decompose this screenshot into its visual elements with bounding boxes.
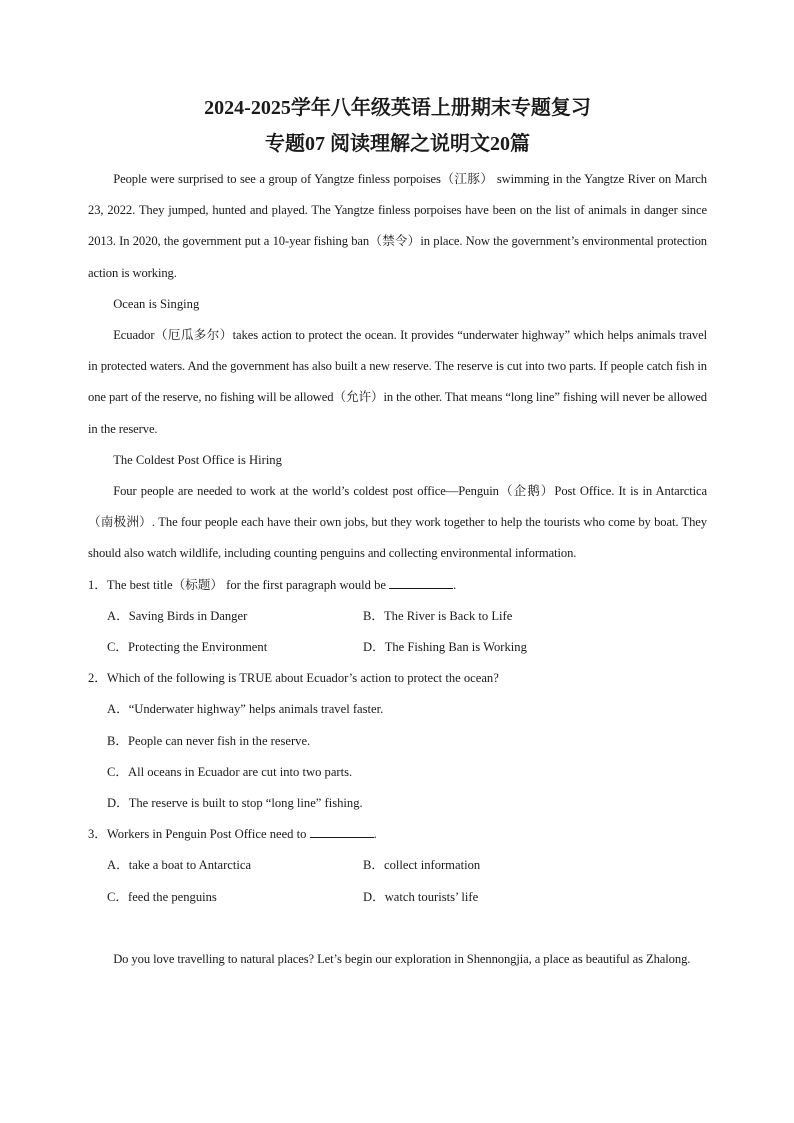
passage1-heading-ocean: Ocean is Singing <box>113 296 200 311</box>
section-spacer <box>88 913 707 944</box>
q2-option-b: B．People can never fish in the reserve. <box>107 733 311 748</box>
question-3-stem: 3．Workers in Penguin Post Office need to <box>88 827 307 842</box>
question-2-options <box>88 694 707 819</box>
question-1-stem: 1．The best title（标题） for the first paragraph would be <box>88 577 386 592</box>
question-3-options <box>88 850 707 912</box>
question-1 <box>88 570 707 601</box>
q1-option-c: C．Protecting the Environment <box>107 640 268 655</box>
answer-blank-1 <box>389 575 453 589</box>
passage1-paragraph3: Four people are needed to work at the world’s coldest post office—Penguin（企鹅）Post Office. It is in Antarctica（南极洲）. The four people each have their own jobs, but they work together to help the tourists who come by boat. They should also watch wildlife, including counting penguins and collecting environmental information. <box>88 484 707 561</box>
q2-option-a: A．“Underwater highway” helps animals travel faster. <box>107 702 384 717</box>
answer-blank-3 <box>310 824 374 838</box>
passage1-heading-post-office: The Coldest Post Office is Hiring <box>113 452 282 467</box>
passage1-paragraph1: People were surprised to see a group of Yangtze finless porpoises（江豚） swimming in the Yangtze River on March 23, 2022. They jumped, hunted and played. The Yangtze finless porpoises have been on the list of animals in danger since 2013. In 2020, the government put a 10-year fishing ban（禁令）in place. Now the government’s environmental protection action is working. <box>88 172 707 280</box>
q3-option-d: D．watch tourists’ life <box>363 889 479 904</box>
q1-option-b: B．The River is Back to Life <box>363 608 513 623</box>
q3-option-a: A．take a boat to Antarctica <box>107 858 252 873</box>
q1-option-a: A．Saving Birds in Danger <box>107 608 248 623</box>
q3-option-b: B．collect information <box>363 858 481 873</box>
q2-option-d: D．The reserve is built to stop “long line” fishing. <box>107 796 363 811</box>
document-page <box>88 92 707 975</box>
question-3-end: . <box>373 827 377 842</box>
question-3 <box>88 819 707 850</box>
document-subtitle: 专题07 阅读理解之说明文20篇 <box>265 133 530 155</box>
question-1-options <box>88 601 707 663</box>
document-title: 2024-2025学年八年级英语上册期末专题复习 <box>204 97 591 119</box>
question-2 <box>88 663 707 694</box>
passage2-paragraph1: Do you love travelling to natural places? Let’s begin our exploration in Shennongjia, a place as beautiful as Zhalong. <box>113 951 691 966</box>
q2-option-c: C．All oceans in Ecuador are cut into two parts. <box>107 764 353 779</box>
question-2-stem: 2．Which of the following is TRUE about Ecuador’s action to protect the ocean? <box>88 671 499 686</box>
q1-option-d: D．The Fishing Ban is Working <box>363 640 527 655</box>
question-1-end: . <box>453 577 457 592</box>
q3-option-c: C．feed the penguins <box>107 889 217 904</box>
passage1-paragraph2: Ecuador（厄瓜多尔）takes action to protect the ocean. It provides “underwater highway” which helps animals travel in protected waters. And the government has also built a new reserve. The reserve is cut into two parts. If people catch fish in one part of the reserve, no fishing will be allowed（允许）in the other. That means “long line” fishing will never be allowed in the reserve. <box>88 328 707 436</box>
